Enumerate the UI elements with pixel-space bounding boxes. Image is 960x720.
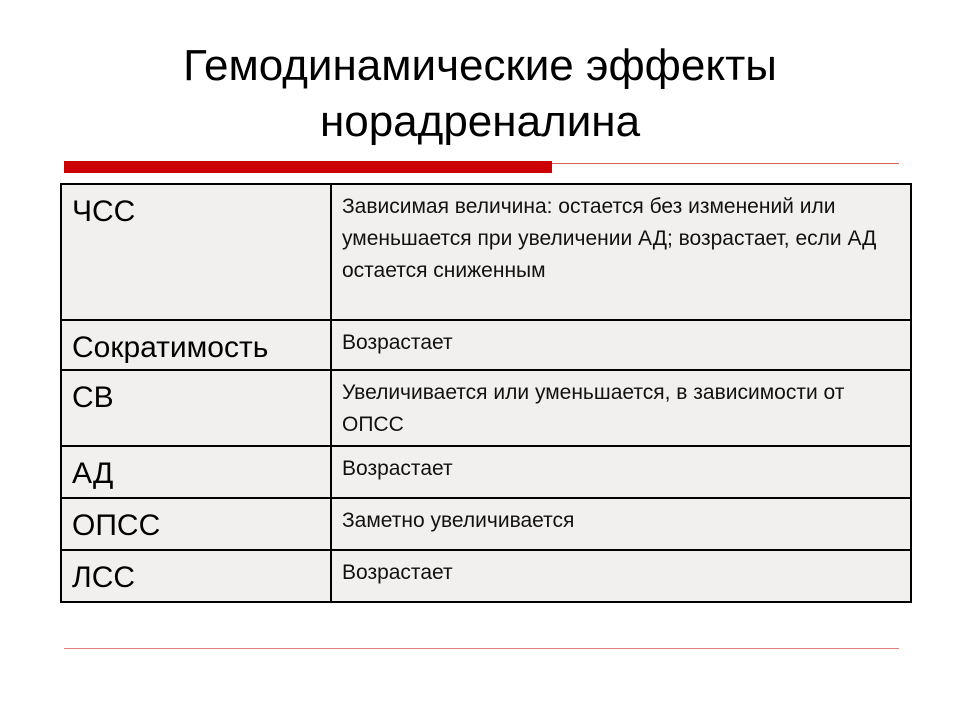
table-row — [61, 550, 911, 602]
effect-cell: Заметно увеличивается — [331, 498, 911, 550]
effect-cell: Возрастает — [331, 320, 911, 370]
parameter-cell: Сократимость — [61, 320, 331, 370]
parameter-cell: ЧСС — [61, 184, 331, 320]
footer-rule — [64, 648, 899, 649]
title-line-2: норадреналина — [319, 97, 641, 146]
title-accent-rule — [552, 163, 899, 164]
table-row — [61, 370, 911, 446]
parameter-cell: ОПСС — [61, 498, 331, 550]
table-row — [61, 498, 911, 550]
parameter-cell: СВ — [61, 370, 331, 446]
effect-cell: Зависимая величина: остается без изменений или уменьшается при увеличении АД; возрастает, если АД остается сниженным — [331, 184, 911, 320]
effect-cell: Возрастает — [331, 446, 911, 498]
hemodynamic-effects-table — [60, 183, 912, 603]
parameter-cell: АД — [61, 446, 331, 498]
table-row — [61, 184, 911, 320]
table-row — [61, 446, 911, 498]
effect-cell: Увеличивается или уменьшается, в зависимости от ОПСС — [331, 370, 911, 446]
title-line-1: Гемодинамические эффекты — [183, 41, 777, 90]
parameter-cell: ЛСС — [61, 550, 331, 602]
title-accent-bar — [64, 161, 552, 173]
effect-cell: Возрастает — [331, 550, 911, 602]
slide-title — [60, 38, 900, 150]
table-row — [61, 320, 911, 370]
